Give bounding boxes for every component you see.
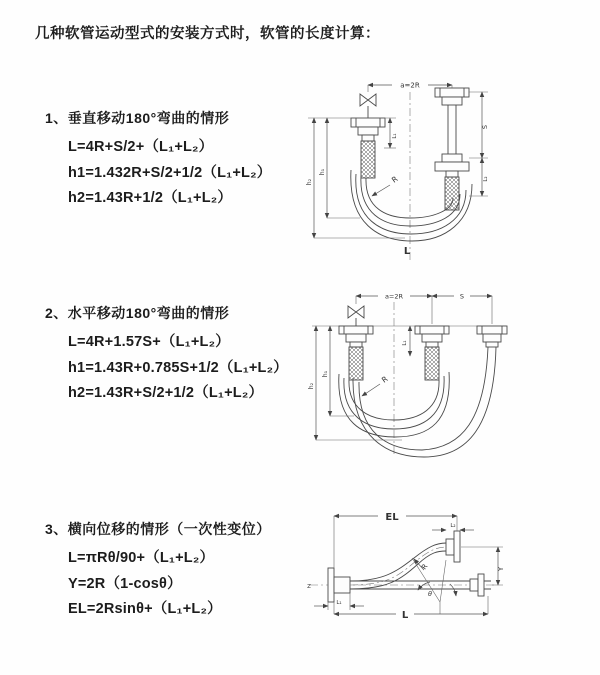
diagram-horizontal-180-bend	[302, 282, 594, 462]
formula: L=4R+S/2+（L₁+L₂）	[68, 139, 214, 155]
hose-u-position-2	[353, 347, 496, 457]
dimension-a-2r	[356, 293, 492, 325]
braid-section	[361, 141, 375, 178]
formula: EL=2Rsinθ+（L₁+L₂）	[68, 601, 222, 617]
dim-label-a2r: a=2R	[384, 292, 404, 301]
dim-label-l1: L₁	[402, 340, 408, 346]
dim-label-el: EL	[385, 512, 399, 523]
formula: h1=1.432R+S/2+1/2（L₁+L₂）	[68, 164, 272, 181]
dim-label-l1: L₁	[336, 600, 342, 606]
dim-label-r: R	[389, 174, 400, 185]
radius-construction	[412, 558, 456, 614]
braid-section	[445, 177, 459, 210]
hose-fitting-right-moved	[477, 326, 507, 347]
dimension-s	[469, 92, 489, 196]
formula: L=πRθ/90+（L₁+L₂）	[68, 550, 215, 566]
formula: h1=1.43R+0.785S+1/2（L₁+L₂）	[68, 359, 288, 376]
diagram-vertical-180-bend	[300, 70, 592, 266]
section-3-heading: 3、横向位移的情形（一次性变位）	[45, 521, 271, 537]
dim-label-a2r: a=2R	[400, 81, 420, 90]
dimension-el	[334, 512, 457, 568]
section-2	[45, 303, 288, 407]
dim-label-r: R	[420, 562, 430, 572]
dimension-l1	[384, 118, 398, 148]
diagram-lateral-displacement	[298, 502, 598, 654]
formula: L=4R+1.57S+（L₁+L₂）	[68, 334, 230, 350]
dimension-l1	[402, 326, 410, 356]
dimension-l1	[314, 593, 364, 610]
dimension-l2	[432, 523, 474, 530]
page-title: 几种软管运动型式的安装方式时，软管的长度计算：	[35, 26, 380, 42]
dim-label-l: L	[403, 246, 411, 257]
hose-fitting-left	[339, 326, 373, 380]
section-2-heading: 2、水平移动180°弯曲的情形	[45, 305, 230, 321]
dim-label-s: S	[459, 292, 465, 301]
axis-label-z: Z	[307, 584, 311, 590]
dim-label-h2: h₂	[308, 382, 315, 390]
dim-label-h2: h₂	[306, 178, 313, 186]
formula: h2=1.43R+S/2+1/2（L₁+L₂）	[68, 385, 264, 401]
dim-label-h1: h₁	[319, 168, 326, 176]
dim-label-l2: L₂	[483, 176, 489, 182]
section-2-formulas	[45, 330, 288, 407]
formula: Y=2R（1-cosθ）	[68, 575, 182, 592]
hose-displaced-position	[350, 543, 448, 589]
dim-label-theta: θ	[428, 590, 432, 598]
section-1-heading: 1、垂直移动180°弯曲的情形	[45, 110, 230, 126]
section-3-formulas	[45, 546, 271, 623]
hose-fitting-middle	[415, 326, 449, 380]
dimension-l	[334, 596, 488, 621]
section-1-formulas	[45, 135, 271, 212]
braid-section	[349, 347, 363, 380]
radius-callout	[372, 174, 399, 196]
dim-label-y: Y	[497, 566, 505, 572]
radius-callout	[362, 374, 389, 396]
hose-fitting-left	[328, 568, 350, 602]
valve-icon	[360, 94, 376, 118]
hose-fitting-left	[351, 118, 385, 178]
dim-label-s: S	[481, 124, 489, 130]
dim-label-l2: L₂	[450, 523, 456, 529]
dim-label-l: L	[401, 610, 409, 621]
hose-fitting-top-displaced	[446, 531, 460, 562]
hose-fitting-right	[435, 88, 469, 210]
section-3	[45, 519, 271, 623]
braid-section	[425, 347, 439, 380]
dim-label-r: R	[379, 374, 390, 385]
dim-label-l1: L₁	[392, 133, 398, 139]
section-1	[45, 108, 271, 212]
dim-label-h1: h₁	[322, 370, 329, 378]
valve-icon	[348, 306, 364, 326]
formula: h2=1.43R+1/2（L₁+L₂）	[68, 190, 233, 206]
